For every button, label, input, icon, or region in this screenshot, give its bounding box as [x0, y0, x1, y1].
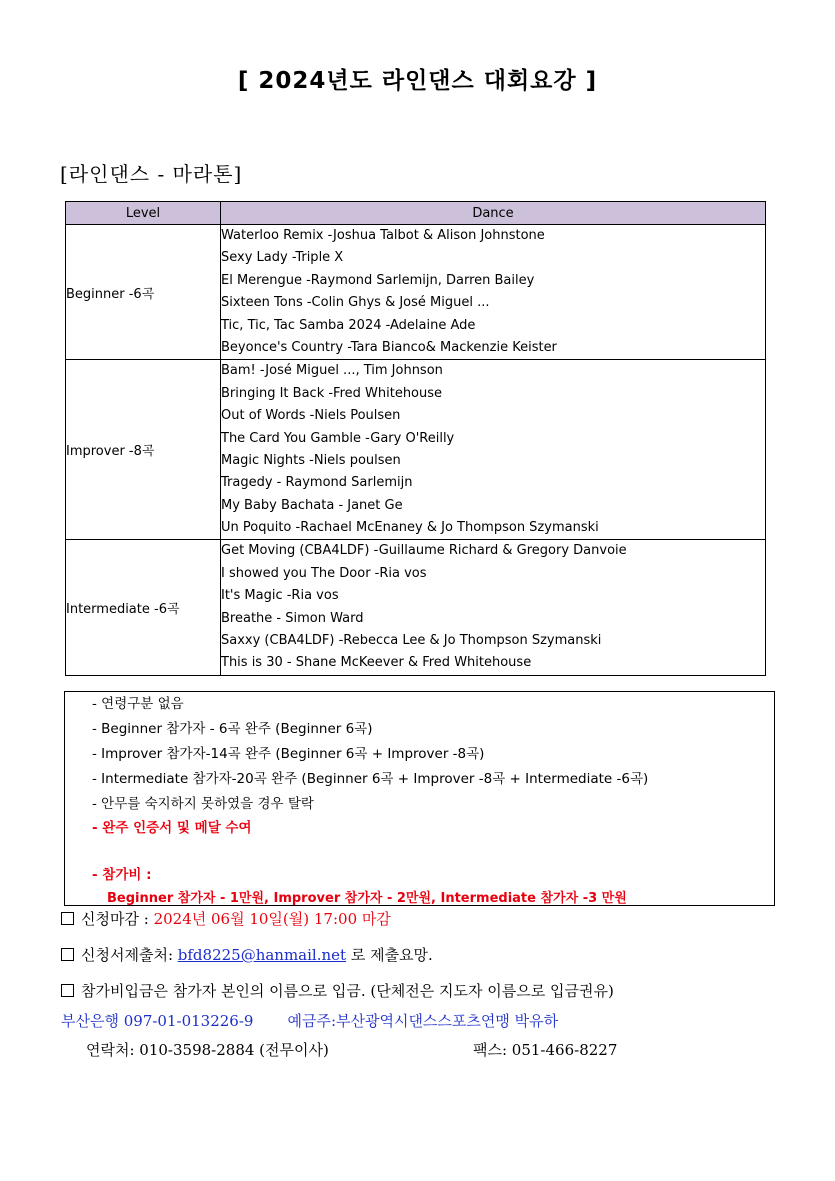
contact-phone: 연락처: 010-3598-2884 (전무이사) [86, 1041, 329, 1059]
payment-line [61, 980, 614, 1001]
dance-item: Tragedy - Raymond Sarlemijn [221, 475, 413, 491]
email-link[interactable]: bfd8225@hanmail.net [177, 946, 347, 964]
checkbox-icon [61, 984, 74, 997]
header-level: Level [66, 202, 221, 225]
dance-item: Un Poquito -Rachael McEnaney & Jo Thompson Szymanski [221, 520, 599, 536]
dance-item: Tic, Tic, Tac Samba 2024 -Adelaine Ade [221, 317, 476, 333]
section-title: [라인댄스 - 마라톤] [60, 162, 243, 186]
dance-item: I showed you The Door -Ria vos [221, 565, 427, 581]
note-item: - Intermediate 참가자-20곡 완주 (Beginner 6곡 + Improver -8곡 + Intermediate -6곡) [92, 771, 649, 787]
note-item: - Beginner 참가자 - 6곡 완주 (Beginner 6곡) [92, 721, 373, 737]
dance-item: Magic Nights -Niels poulsen [221, 452, 401, 468]
dance-item: It's Magic -Ria vos [221, 588, 339, 604]
dance-list-intermediate [221, 540, 766, 675]
payment-note: 참가비입금은 참가자 본인의 이름으로 입금. (단체전은 지도자 이름으로 입금권유) [81, 982, 614, 1000]
account-holder: 예금주:부산광역시댄스스포츠연맹 박유하 [287, 1012, 559, 1030]
deadline-value: 2024년 06월 10일(월) 17:00 마감 [153, 910, 391, 928]
level-intermediate: Intermediate -6곡 [66, 540, 221, 675]
dance-item: Waterloo Remix -Joshua Talbot & Alison Johnstone [221, 228, 545, 243]
checkbox-icon [61, 912, 74, 925]
page-title: [ 2024년도 라인댄스 대회요강 ] [237, 68, 598, 94]
table-header-row [66, 202, 766, 225]
level-improver: Improver -8곡 [66, 360, 221, 540]
dance-item: Out of Words -Niels Poulsen [221, 408, 401, 424]
dance-table [65, 201, 766, 676]
dance-list-improver [221, 360, 766, 540]
note-item: - 안무를 숙지하지 못하였을 경우 탈락 [92, 796, 314, 812]
fee-label: - 참가비 : [92, 867, 152, 883]
dance-item: Beyonce's Country -Tara Bianco& Mackenzie Keister [221, 339, 557, 355]
dance-item: My Baby Bachata - Janet Ge [221, 497, 403, 513]
dance-item: Breathe - Simon Ward [221, 610, 364, 626]
submit-suffix: 로 제출요망. [346, 946, 433, 964]
dance-list-beginner [221, 225, 766, 360]
table-row [66, 360, 766, 540]
checkbox-icon [61, 948, 74, 961]
rules-box [64, 691, 775, 906]
table-row [66, 540, 766, 675]
dance-item: Saxxy (CBA4LDF) -Rebecca Lee & Jo Thompson Szymanski [221, 633, 602, 649]
deadline-label: 신청마감 : [81, 910, 154, 928]
dance-item: El Merengue -Raymond Sarlemijn, Darren Bailey [221, 272, 535, 288]
note-item: - Improver 참가자-14곡 완주 (Beginner 6곡 + Improver -8곡) [92, 746, 485, 762]
fax-line [473, 1039, 617, 1060]
deadline-line [61, 908, 391, 929]
table-row [66, 225, 766, 360]
dance-item: Sexy Lady -Triple X [221, 250, 344, 266]
header-dance: Dance [221, 202, 766, 225]
bank-line [61, 1010, 558, 1031]
fee-detail: Beginner 참가자 - 1만원, Improver 참가자 - 2만원, Intermediate 참가자 -3 만원 [107, 891, 627, 906]
note-item: - 연령구분 없음 [92, 696, 184, 712]
dance-item: This is 30 - Shane McKeever & Fred Whitehouse [221, 655, 532, 671]
dance-item: Get Moving (CBA4LDF) -Guillaume Richard & Gregory Danvoie [221, 543, 627, 559]
dance-item: Sixteen Tons -Colin Ghys & José Miguel ... [221, 295, 490, 311]
award-note: - 완주 인증서 및 메달 수여 [92, 820, 252, 836]
submit-line [61, 944, 433, 965]
dance-item: Bringing It Back -Fred Whitehouse [221, 385, 443, 401]
dance-item: The Card You Gamble -Gary O'Reilly [221, 430, 455, 446]
dance-item: Bam! -José Miguel ..., Tim Johnson [221, 363, 443, 379]
level-beginner: Beginner -6곡 [66, 225, 221, 360]
fax-number: 팩스: 051-466-8227 [473, 1041, 618, 1059]
bank-account: 부산은행 097-01-013226-9 [61, 1012, 254, 1030]
submit-label: 신청서제출처: [81, 946, 178, 964]
contact-line [86, 1039, 329, 1060]
